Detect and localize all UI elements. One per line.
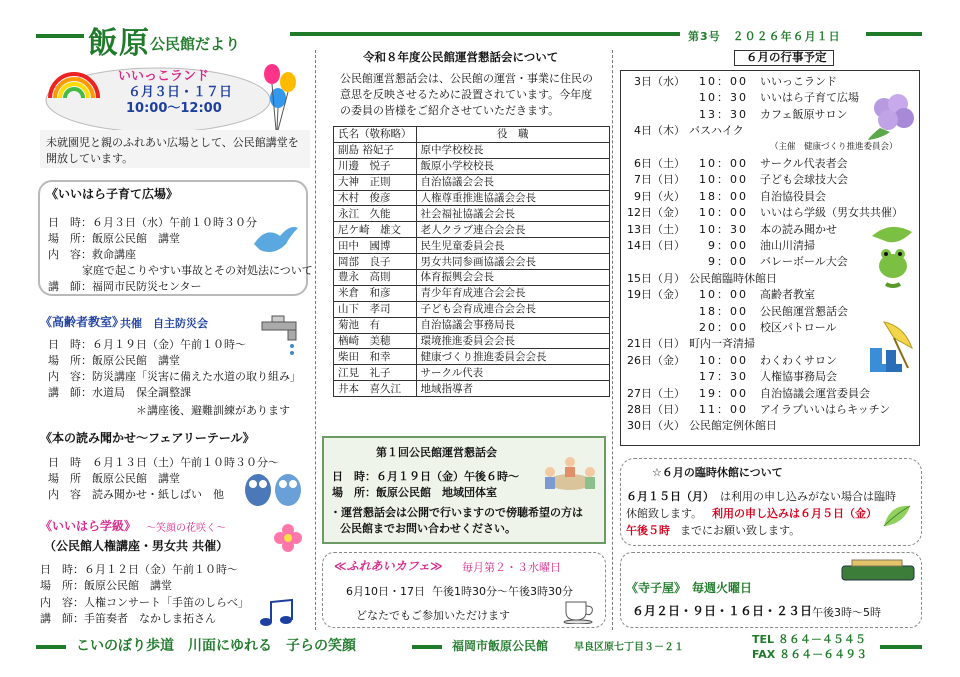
gakkyu-line-1: 日 時：６月１２日（金）午前１０時～ — [40, 563, 238, 576]
meeting-title: 第１回公民館運営懇話会 — [376, 446, 497, 459]
member-role: 自治協議会会長 — [416, 174, 610, 190]
schedule-event: 高齢者教室 — [760, 288, 815, 302]
yomikikase-line-2: 場 所 飯原公民館 講堂 — [48, 472, 180, 485]
meeting-line-1: 日 時：６月１９日（金）午後６時～ — [332, 470, 519, 483]
table-row — [334, 206, 610, 222]
iikko-time: 10:00～12:00 — [126, 101, 222, 116]
table-row — [334, 222, 610, 238]
schedule-event: 公民館定例休館日 — [689, 419, 777, 433]
gakkyu-sub: （公民館人権講座・男女共 共催） — [44, 539, 229, 553]
table-row — [334, 333, 610, 349]
schedule-day: 6日（土） — [634, 157, 685, 170]
cafe-title: ≪ふれあいカフェ≫ — [334, 559, 443, 573]
table-row — [334, 285, 610, 301]
schedule-event: いいはら子育て広場 — [760, 91, 859, 105]
closure-l1b: は利用の申し込みがない場合は臨時 — [720, 490, 896, 503]
gakkyu-line-4: 講 師：手笛奏者 なかしま拓さん — [40, 612, 216, 625]
faucet-icon — [258, 312, 308, 356]
col-role-header: 役 職 — [416, 127, 610, 143]
music-note-icon — [256, 598, 300, 628]
koureisha-line-4: 講 師：水道局 保全調整課 — [48, 386, 191, 399]
schedule-event: 公民館臨時休館日 — [689, 271, 777, 285]
schedule-event: （主催 健康づくり推進委員会） — [770, 141, 898, 152]
title-main: 飯原 — [88, 26, 150, 61]
gakkyu-title: 《いいはら学級》 — [40, 519, 137, 533]
schedule-time: 17：30 — [699, 370, 748, 384]
member-role: 環境推進委員会会長 — [416, 333, 610, 349]
schedule-time: 9：00 — [708, 239, 748, 252]
member-name: 井本 喜久江 — [334, 381, 417, 397]
cafe-note: どなたでもご参加いただけます — [356, 609, 510, 622]
schedule-event: わくわくサロン — [760, 353, 837, 367]
footer-tel: TEL ８６４－４５４５ — [752, 633, 866, 646]
closure-l2b: 利用の申し込みは６月５日（金） — [712, 507, 877, 520]
schedule-time: 18：00 — [699, 304, 748, 318]
closure-l3a: 午後５時 — [626, 524, 670, 537]
hydrangea-icon — [866, 92, 920, 142]
header-bar-left — [36, 34, 84, 38]
cafe-time: 午後1時30分～午後3時30分 — [432, 585, 573, 598]
member-role: 社会福祉協議会会長 — [416, 206, 610, 222]
schedule-day: 26日（金） — [627, 353, 685, 367]
footer-slogan: こいのぼり歩道 川面にゆれる 子らの笑顔 — [76, 638, 356, 654]
member-name: 副島 裕妃子 — [334, 142, 417, 158]
member-name: 山下 孝司 — [334, 301, 417, 317]
member-name: 柴田 和幸 — [334, 349, 417, 365]
iikko-desc-1: 未就園児と親のふれあい広場として、公民館講堂を — [46, 136, 299, 149]
schedule-event: 校区パトロール — [760, 321, 837, 334]
schedule-event: カフェ飯原サロン — [760, 107, 848, 121]
member-name: 木村 俊彦 — [334, 190, 417, 206]
schedule-day: 4日（木） — [634, 124, 685, 138]
schedule-event: 自治協議会運営委員会 — [760, 386, 870, 400]
schedule-day: 7日（日） — [634, 173, 685, 187]
schedule-time: 18：00 — [699, 189, 748, 203]
footer-address: 早良区原七丁目３－２１ — [574, 642, 684, 653]
kosodate-line-2: 場 所：飯原公民館 講堂 — [48, 232, 180, 245]
schedule-time: 9：00 — [708, 255, 748, 269]
meeting-note-2: 公民館までお問い合わせください。 — [340, 522, 516, 535]
schedule-event: 子ども会球技大会 — [760, 173, 848, 187]
footer-bar-left — [36, 645, 66, 649]
schedule-day: 9日（火） — [634, 189, 685, 203]
title-sub: 公民館だより — [150, 35, 241, 53]
council-desc-3: の委員の皆様をご紹介させていただきます。 — [340, 104, 560, 117]
member-role: 原中学校校長 — [416, 142, 610, 158]
header-bar-right — [866, 32, 922, 36]
table-row — [334, 301, 610, 317]
schedule-time: 10：00 — [699, 173, 748, 187]
divider-left — [315, 50, 316, 630]
council-desc-2: 意思を反映させるために設置されています。今年度 — [340, 88, 593, 101]
member-role: 健康づくり推進委員会会長 — [416, 349, 610, 365]
iikko-name: いいっこランド — [118, 69, 210, 84]
col-name-header: 氏名（敬称略） — [334, 127, 417, 143]
schedule-title: ６月の行事予定 — [746, 50, 827, 64]
schedule-time: 10：30 — [699, 91, 748, 105]
member-name: 楢崎 美穂 — [334, 333, 417, 349]
members-table — [333, 126, 610, 397]
schedule-time: 19：00 — [699, 386, 748, 400]
member-name: 田中 國博 — [334, 238, 417, 254]
schedule-time: 10：30 — [699, 222, 748, 236]
schedule-day: 12日（金） — [627, 206, 685, 220]
member-role: 地域指導者 — [416, 381, 610, 397]
schedule-event: 人権協事務局会 — [760, 370, 837, 384]
closure-l1a: ６月１５日（月） — [626, 490, 714, 503]
table-row — [334, 381, 610, 397]
member-role: 民生児童委員会長 — [416, 238, 610, 254]
member-role: 青少年育成連合会会長 — [416, 285, 610, 301]
schedule-day: 3日（水） — [634, 75, 685, 88]
schedule-event: バスハイク — [689, 124, 744, 138]
yomikikase-line-1: 日 時 ６月１３日（土）午前１０時３０分～ — [48, 456, 279, 469]
terakoya-dates: ６月２日・９日・１６日・２３日 — [632, 604, 813, 618]
schedule-day: 13日（土） — [627, 222, 685, 236]
member-name: 豊永 高則 — [334, 270, 417, 286]
table-row — [334, 270, 610, 286]
kosodate-line-4: 家庭で起こりやすい事故とその対処法について — [82, 264, 313, 277]
member-role: 自治協議会事務局長 — [416, 317, 610, 333]
coffee-cup-icon — [562, 598, 598, 624]
meeting-line-2: 場 所：飯原公民館 地域団体室 — [332, 486, 497, 499]
koureisha-title: 《高齢者教室》 — [40, 315, 125, 329]
member-name: 大神 正則 — [334, 174, 417, 190]
schedule-event: バレーボール大会 — [760, 255, 848, 269]
table-row — [334, 365, 610, 381]
member-role: 飯原小学校校長 — [416, 158, 610, 174]
schedule-time: 10：00 — [699, 353, 748, 367]
footer-fax: FAX ８６４－６４９３ — [752, 648, 868, 661]
issue-date: 第3号 ２０２６年６月１日 — [688, 30, 841, 43]
gakkyu-line-3: 内 容：人権コンサート「手笛のしらべ」 — [40, 596, 249, 609]
frog-icon — [866, 222, 920, 292]
table-header-row — [334, 127, 610, 143]
schedule-day: 28日（日） — [627, 403, 685, 416]
schedule-time: 10：00 — [699, 75, 748, 88]
member-name: 永江 久能 — [334, 206, 417, 222]
divider-right — [612, 50, 613, 630]
koureisha-line-1: 日 時：６月１９日（金）午前１０時～ — [48, 338, 246, 351]
koureisha-line-2: 場 所：飯原公民館 講堂 — [48, 354, 180, 367]
closure-l3b: までにお願い致します。 — [680, 524, 801, 537]
meeting-people-icon — [538, 448, 602, 498]
yomikikase-title: 《本の読み聞かせ～フェアリーテール》 — [40, 431, 255, 445]
schedule-event: アイラブいいはらキッチン — [760, 403, 891, 416]
koureisha-sub: 共催 自主防災会 — [120, 317, 208, 330]
footer-bar-right — [880, 645, 922, 649]
schedule-event: 自治協役員会 — [760, 189, 826, 203]
schedule-time: 10：00 — [699, 157, 748, 170]
schedule-time: 20：00 — [699, 321, 748, 334]
umbrella-boots-icon — [864, 318, 920, 374]
gakkyu-line-2: 場 所：飯原公民館 講堂 — [40, 579, 172, 592]
member-name: 岡部 良子 — [334, 254, 417, 270]
member-name: 川邊 悦子 — [334, 158, 417, 174]
member-name: 米倉 和彦 — [334, 285, 417, 301]
schedule-time: 11：00 — [699, 403, 748, 416]
schedule-event: いいっこランド — [760, 75, 837, 88]
koureisha-line-5: ＊講座後、避難訓練があります — [136, 404, 290, 417]
table-row — [334, 174, 610, 190]
cafe-dates: 6月10日・17日 — [346, 585, 425, 598]
iikko-dates: ６月３日・１７日 — [128, 85, 233, 100]
schedule-event: 公民館運営懇話会 — [760, 304, 848, 318]
footer-bar-mid — [412, 645, 442, 649]
council-desc-1: 公民館運営懇話会は、公民館の運営・事業に住民の — [340, 72, 593, 85]
kosodate-line-1: 日 時：６月３日（水）午前１０時３０分 — [48, 216, 257, 229]
council-title: 令和８年度公民館運営懇話会について — [363, 50, 559, 64]
kosodate-title: 《いいはら子育て広場》 — [46, 187, 179, 201]
member-role: 男女共同参画協議会会長 — [416, 254, 610, 270]
schedule-day: 30日（火） — [627, 419, 685, 433]
schedule-day: 15日（月） — [627, 271, 685, 285]
table-row — [334, 158, 610, 174]
member-role: 子ども会育成連合会会長 — [416, 301, 610, 317]
table-row — [334, 190, 610, 206]
header-bar-center — [290, 32, 680, 36]
koureisha-line-3: 内 容：防災講座「災害に備えた水道の取り組み」 — [48, 370, 301, 383]
table-row — [334, 349, 610, 365]
terakoya-sub: 毎週火曜日 — [692, 581, 753, 595]
closure-l2a: 休館致します。 — [626, 507, 703, 520]
table-row — [334, 238, 610, 254]
schedule-event: 本の読み聞かせ — [760, 222, 837, 236]
footer-org: 福岡市飯原公民館 — [452, 639, 549, 653]
schedule-event: いいはら学級（男女共共催） — [760, 206, 903, 220]
schedule-time: 10：00 — [699, 206, 748, 220]
member-role: 体育振興会会長 — [416, 270, 610, 286]
schedule-event: サークル代表者会 — [760, 157, 848, 170]
cafe-sub: 毎月第２・３水曜日 — [462, 561, 561, 574]
iikko-desc-2: 開放しています。 — [46, 152, 134, 165]
flower-icon — [268, 518, 308, 558]
schedule-day: 19日（金） — [627, 288, 685, 302]
kosodate-line-5: 講 師：福岡市民防災センター — [48, 280, 202, 293]
schedule-day: 14日（日） — [627, 239, 685, 252]
schedule-event: 町内一斉清掃 — [689, 337, 755, 351]
member-name: 江見 礼子 — [334, 365, 417, 381]
member-name: 尼ケ崎 雄文 — [334, 222, 417, 238]
yomikikase-line-3: 内 容 読み聞かせ・紙しばい 他 — [48, 488, 224, 501]
closure-title: ☆６月の臨時休館について — [652, 466, 783, 479]
pencil-case-icon — [838, 556, 918, 586]
schedule-time: 10：00 — [699, 288, 748, 302]
terakoya-title: 《寺子屋》 — [626, 581, 687, 595]
bird-icon — [250, 222, 300, 256]
schedule-time: 13：30 — [699, 107, 748, 121]
owls-icon — [242, 468, 306, 508]
schedule-day: 27日（土） — [627, 386, 685, 400]
schedule-day: 21日（日） — [627, 337, 685, 351]
terakoya-time: 午後3時～5時 — [812, 606, 881, 619]
member-role: 老人クラブ連合会会長 — [416, 222, 610, 238]
meeting-note-1: ・運営懇話会は公開で行いますので傍聴希望の方は — [330, 506, 583, 519]
leaves-icon — [880, 500, 920, 530]
table-row — [334, 317, 610, 333]
gakkyu-tag: ～笑顔の花咲く～ — [146, 523, 226, 534]
table-row — [334, 142, 610, 158]
member-name: 菊池 有 — [334, 317, 417, 333]
member-role: 人権尊重推進協議会会長 — [416, 190, 610, 206]
kosodate-line-3: 内 容：救命講座 — [48, 248, 136, 261]
member-role: サークル代表 — [416, 365, 610, 381]
schedule-event: 油山川清掃 — [760, 239, 815, 252]
table-row — [334, 254, 610, 270]
